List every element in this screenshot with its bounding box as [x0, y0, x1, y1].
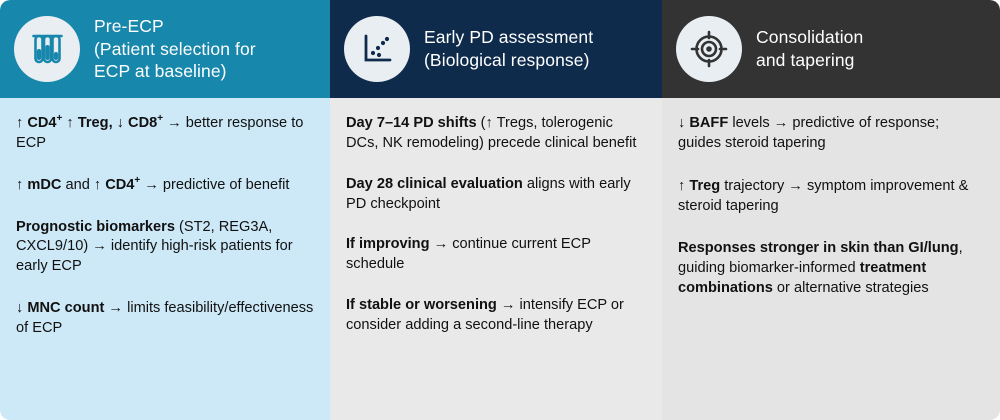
column-body-consolidation [662, 98, 1000, 420]
title-line: (Patient selection for [94, 38, 256, 59]
bullet-text: → predictive of benefit [140, 176, 290, 193]
test-tubes-icon [14, 16, 80, 82]
bullet-text: levels → predictive of response; guides steroid tapering [678, 115, 940, 151]
bullet-text: → continue current ECP schedule [346, 236, 591, 273]
bullet-text: ↓ BAFF [678, 115, 729, 131]
column-title-early-pd [424, 26, 593, 72]
bullet-text: Day 7–14 PD shifts [346, 115, 477, 131]
column-body-early-pd [330, 98, 662, 420]
scatter-plot-icon [344, 16, 410, 82]
column-header-early-pd [330, 0, 662, 98]
column-title-consolidation [756, 26, 863, 72]
bullet-item [678, 114, 984, 154]
bullet-item [16, 218, 314, 278]
bullet-text: ↑ CD4 [93, 176, 135, 193]
bullet-text: (ST2, REG3A, CXCL9/10) → identify high-risk patients for early ECP [16, 218, 293, 275]
bullet-text: treatment combinations [678, 260, 927, 297]
bullet-text: ↑ Treg, ↓ CD8 [62, 115, 158, 131]
title-line: Pre-ECP [94, 15, 164, 36]
bullet-text: aligns with early PD checkpoint [346, 175, 631, 212]
bullet-text: ↑ mDC [16, 176, 62, 193]
bullet-text: If stable or worsening [346, 297, 497, 314]
bullet-text: , guiding biomarker-informed [678, 240, 963, 277]
bullet-item [346, 114, 646, 154]
column-header-pre-ecp [0, 0, 330, 98]
bullet-item [678, 177, 984, 217]
bullet-item [16, 114, 314, 154]
bullet-text: trajectory → symptom improvement & steroid tapering [678, 177, 969, 214]
bullet-item [346, 296, 646, 336]
bullet-text: Prognostic biomarkers [16, 218, 175, 235]
bullet-text: + [157, 113, 164, 125]
title-line: Consolidation [756, 27, 864, 48]
bullet-item [346, 235, 646, 275]
column-title-pre-ecp [94, 15, 256, 83]
bullet-text: + [56, 113, 63, 125]
title-line: and tapering [756, 50, 855, 70]
bullet-text: ↑ Treg [678, 177, 721, 194]
column-consolidation-tapering [662, 0, 1000, 420]
bullet-item [346, 175, 646, 215]
bullet-item [16, 299, 314, 339]
bullet-text: → limits feasibility/effectiveness of ECP [16, 300, 314, 336]
column-early-pd-assessment [330, 0, 662, 420]
target-icon [676, 16, 742, 82]
bullet-text: → better response to ECP [16, 115, 304, 151]
bullet-text: If improving [346, 236, 430, 253]
bullet-text: + [134, 174, 141, 186]
bullet-text: and [61, 176, 94, 193]
bullet-text: Responses stronger in skin than GI/lung [678, 240, 959, 257]
column-body-pre-ecp [0, 98, 330, 420]
title-line: (Biological response) [424, 50, 590, 70]
bullet-text: ↑ CD4 [16, 115, 57, 131]
column-header-consolidation [662, 0, 1000, 98]
bullet-text: Day 28 clinical evaluation [346, 175, 523, 192]
bullet-item [16, 176, 314, 196]
bullet-text: → intensify ECP or consider adding a second-line therapy [346, 297, 624, 333]
bullet-text: (↑ Tregs, tolerogenic DCs, NK remodeling) precede clinical benefit [346, 115, 637, 151]
bullet-item [678, 239, 984, 299]
bullet-text: ↓ MNC count [16, 300, 105, 317]
bullet-text: or alternative strategies [772, 280, 929, 297]
title-line: Early PD assessment [424, 27, 594, 48]
column-pre-ecp [0, 0, 330, 420]
title-line: ECP at baseline) [94, 61, 227, 82]
